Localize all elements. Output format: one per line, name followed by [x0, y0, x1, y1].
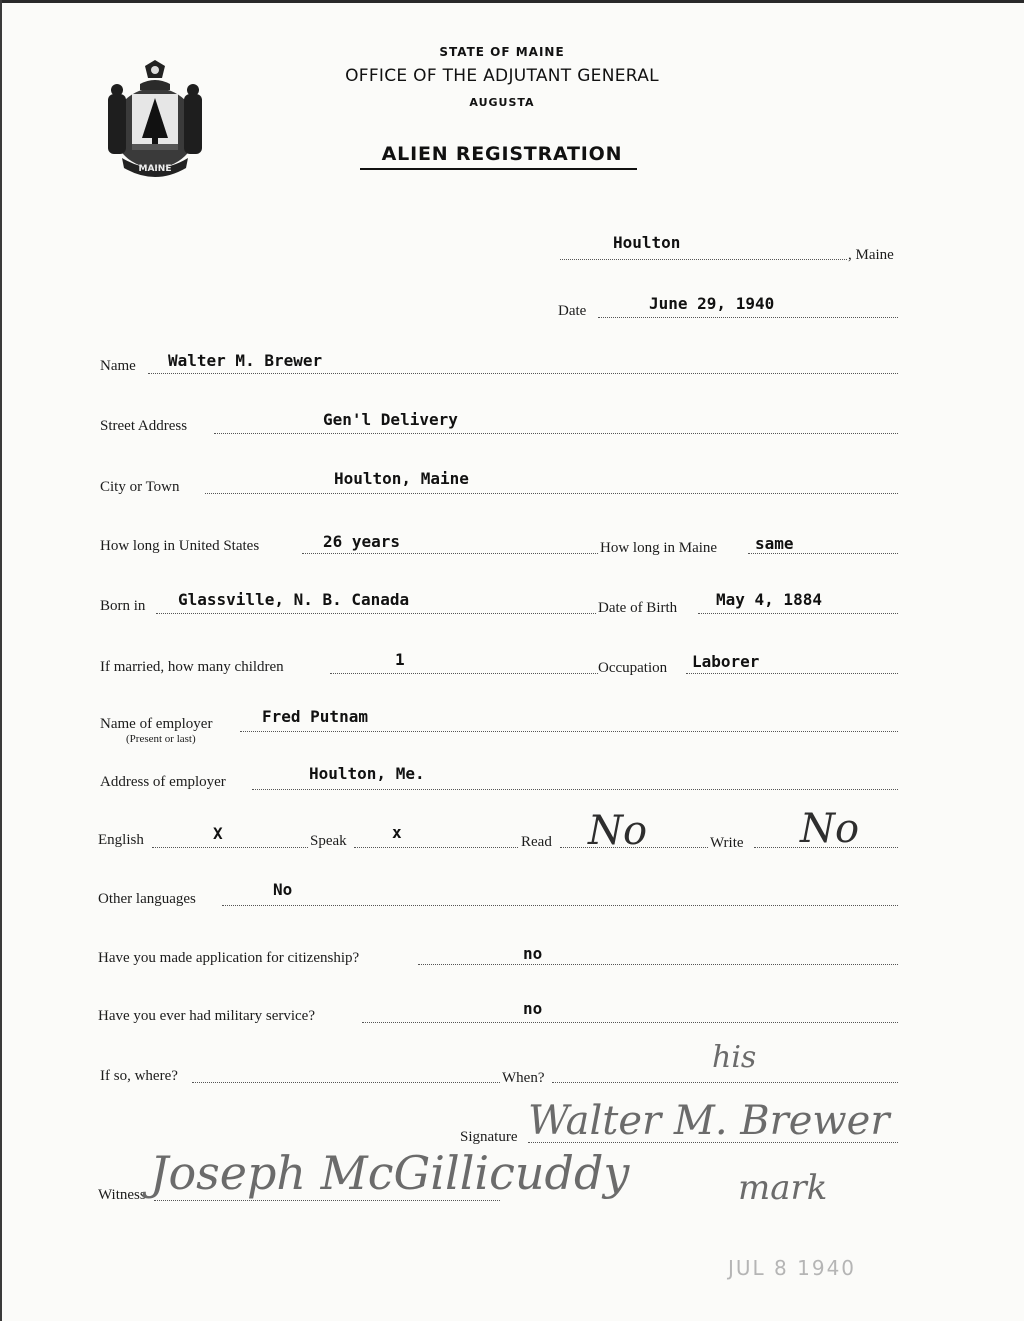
title-underline — [360, 168, 637, 170]
citizenship-dotted-line — [418, 964, 898, 965]
date-dotted-line — [598, 317, 898, 318]
witness-value-handwritten: Joseph McGillicuddy — [150, 1146, 630, 1200]
received-date-stamp: JUL 8 1940 — [728, 1256, 857, 1280]
place-dotted-line — [560, 259, 847, 260]
other-languages-label: Other languages — [98, 891, 196, 907]
dob-value: May 4, 1884 — [716, 590, 822, 609]
form-title: ALIEN REGISTRATION — [381, 143, 623, 165]
citizenship-label: Have you made application for citizenship? — [98, 950, 360, 966]
other-languages-dotted-line — [222, 905, 898, 906]
occupation-label: Occupation — [598, 660, 668, 676]
military-dotted-line — [362, 1022, 898, 1023]
born-dotted-line — [156, 613, 596, 614]
speak-value: x — [392, 823, 402, 842]
scan-border-left — [0, 0, 2, 1321]
employer-value: Fred Putnam — [262, 707, 368, 726]
signature-label: Signature — [460, 1129, 518, 1145]
witness-label: Witness — [98, 1187, 146, 1203]
place-suffix: , Maine — [848, 247, 894, 263]
scan-border-top — [0, 0, 1024, 3]
occupation-dotted-line — [686, 673, 898, 674]
english-label: English — [98, 832, 144, 848]
children-value: 1 — [395, 650, 405, 669]
occupation-value: Laborer — [692, 652, 760, 671]
citizenship-value: no — [523, 944, 543, 963]
dob-dotted-line — [698, 613, 898, 614]
employer-label: Name of employer — [100, 716, 213, 732]
date-label: Date — [558, 303, 587, 319]
signature-mark-text: mark — [738, 1168, 828, 1208]
speak-dotted-line — [354, 847, 518, 848]
where-label: If so, where? — [100, 1068, 178, 1084]
header-city: AUGUSTA — [469, 96, 535, 109]
maine-duration-dotted-line — [748, 553, 898, 554]
read-value-handwritten: No — [588, 808, 648, 854]
military-value: no — [523, 999, 543, 1018]
street-label: Street Address — [100, 418, 188, 434]
us-duration-value: 26 years — [323, 532, 401, 551]
speak-label: Speak — [310, 833, 347, 849]
signature-value-handwritten: Walter M. Brewer — [528, 1098, 890, 1144]
name-value: Walter M. Brewer — [168, 351, 323, 370]
signature-mark-his: his — [712, 1040, 757, 1075]
english-dotted-line — [152, 847, 308, 848]
employer-dotted-line — [240, 731, 898, 732]
write-value-handwritten: No — [800, 806, 860, 852]
employer-address-dotted-line — [252, 789, 898, 790]
employer-address-label: Address of employer — [100, 774, 226, 790]
military-label: Have you ever had military service? — [98, 1008, 315, 1024]
employer-address-value: Houlton, Me. — [309, 764, 425, 783]
seal-motto-text: MAINE — [138, 164, 172, 174]
other-languages-value: No — [273, 880, 293, 899]
city-dotted-line — [205, 493, 898, 494]
city-value: Houlton, Maine — [334, 469, 469, 488]
header-office: OFFICE OF THE ADJUTANT GENERAL — [345, 66, 659, 86]
name-label: Name — [100, 358, 136, 374]
street-value: Gen'l Delivery — [323, 410, 458, 429]
write-label: Write — [710, 835, 744, 851]
when-label: When? — [502, 1070, 545, 1086]
us-duration-dotted-line — [302, 553, 598, 554]
born-label: Born in — [100, 598, 146, 614]
witness-dotted-line — [154, 1200, 500, 1201]
city-label: City or Town — [100, 479, 180, 495]
where-dotted-line — [192, 1082, 500, 1083]
employer-sublabel: (Present or last) — [126, 733, 196, 745]
children-dotted-line — [330, 673, 598, 674]
street-dotted-line — [214, 433, 898, 434]
name-dotted-line — [148, 373, 898, 374]
us-duration-label: How long in United States — [100, 538, 260, 554]
english-value: X — [213, 824, 223, 843]
dob-label: Date of Birth — [598, 600, 678, 616]
children-label: If married, how many children — [100, 659, 284, 675]
born-value: Glassville, N. B. Canada — [178, 590, 410, 609]
place-value: Houlton — [613, 233, 681, 252]
maine-duration-value: same — [755, 534, 794, 553]
read-label: Read — [521, 834, 552, 850]
date-value: June 29, 1940 — [649, 294, 775, 313]
maine-duration-label: How long in Maine — [600, 540, 718, 556]
when-dotted-line — [552, 1082, 898, 1083]
header-state: STATE OF MAINE — [439, 45, 565, 59]
